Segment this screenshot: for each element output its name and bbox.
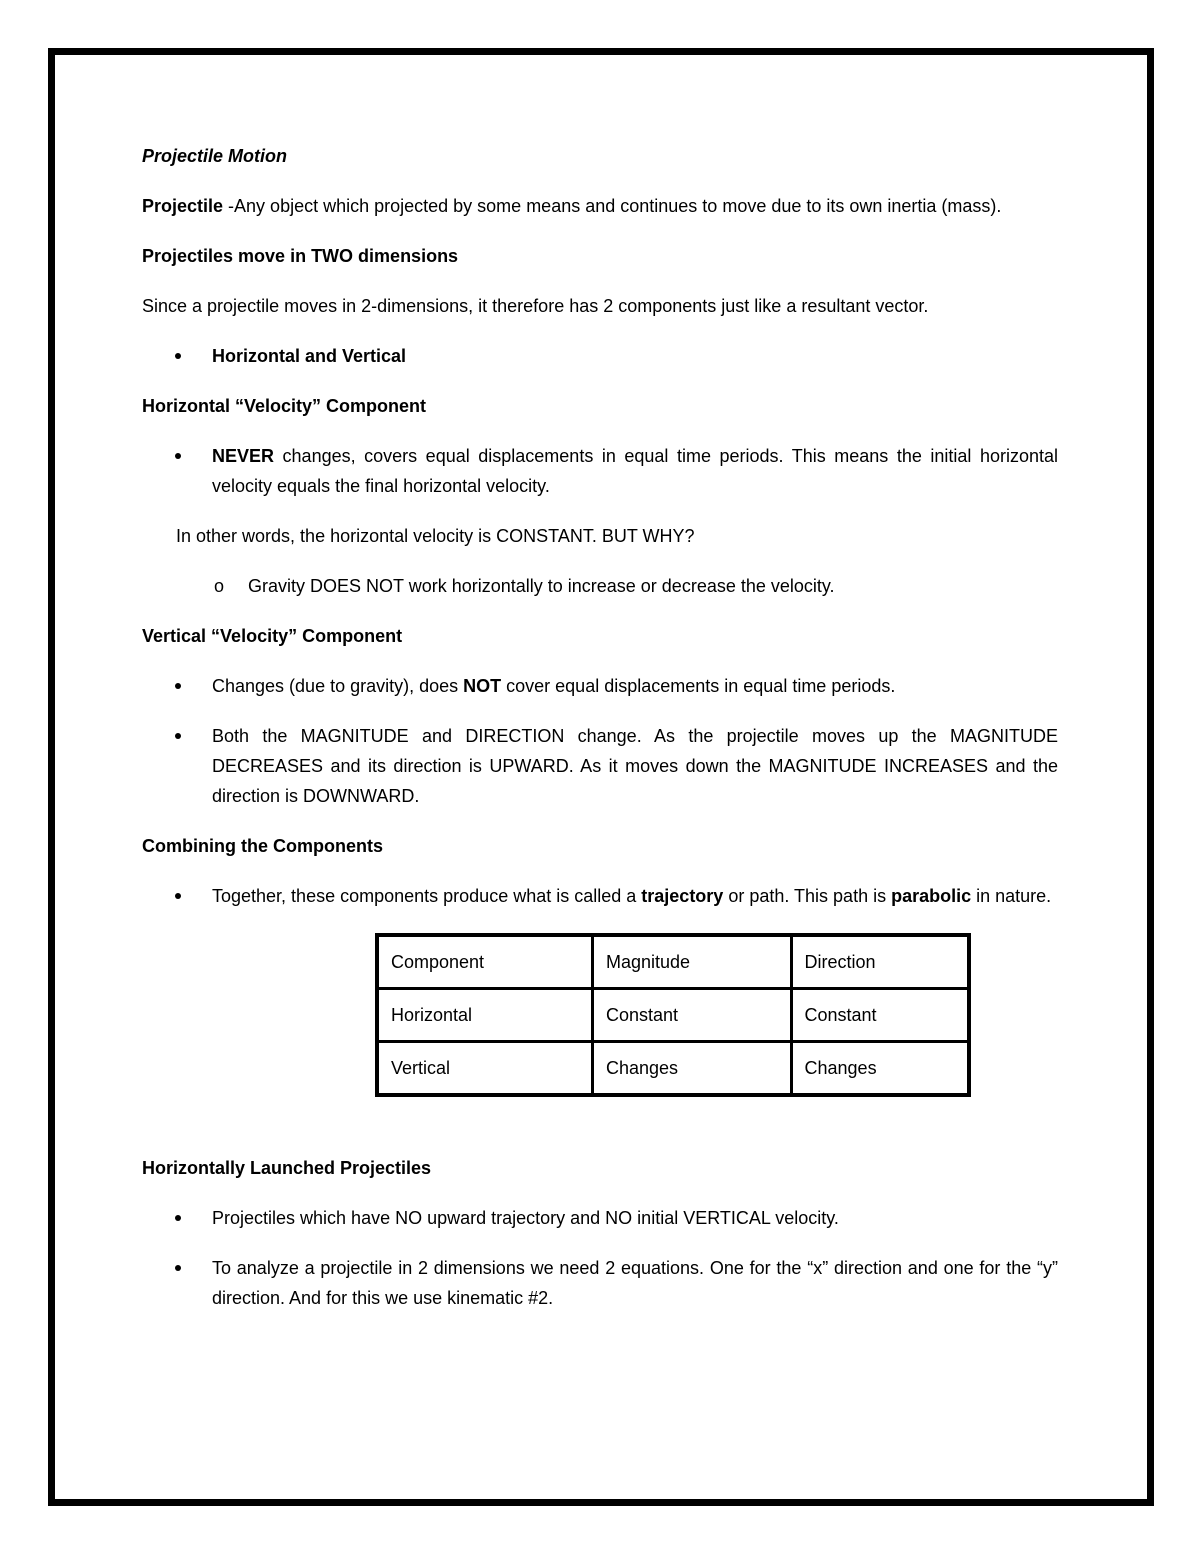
table-cell: Component <box>377 935 593 989</box>
heading-two-dimensions: Projectiles move in TWO dimensions <box>142 246 459 266</box>
table-cell: Vertical <box>377 1042 593 1096</box>
sub-bullet-gravity: o Gravity DOES NOT work horizontally to increase or decrease the velocity. <box>142 571 1058 601</box>
paragraph-since: Since a projectile moves in 2-dimensions, it therefore has 2 components just like a resultant vector. <box>142 296 929 316</box>
table-cell: Constant <box>593 989 792 1042</box>
bullet-magnitude-direction: Both the MAGNITUDE and DIRECTION change. As the projectile moves up the MAGNITUDE DECREASES and its direction is UPWARD. As it moves down the MAGNITUDE INCREASES and the direction is DOWNWARD. <box>142 721 1058 811</box>
heading-vertical-component: Vertical “Velocity” Component <box>142 626 403 646</box>
table-cell: Changes <box>593 1042 792 1096</box>
table-row <box>377 935 969 989</box>
heading-horizontal-component: Horizontal “Velocity” Component <box>142 396 427 416</box>
bullet-no-upward: Projectiles which have NO upward trajectory and NO initial VERTICAL velocity. <box>142 1203 1058 1233</box>
heading-horizontally-launched: Horizontally Launched Projectiles <box>142 1158 432 1178</box>
bullet-horizontal-vertical: Horizontal and Vertical <box>142 341 1058 371</box>
table-cell: Horizontal <box>377 989 593 1042</box>
bullet-changes-gravity: Changes (due to gravity), does NOT cover equal displacements in equal time periods. <box>142 671 1058 701</box>
bullet-never-changes: NEVER changes, covers equal displacements in equal time periods. This means the initial horizontal velocity equals the final horizontal velocity. <box>142 441 1058 501</box>
bullet-analyze: To analyze a projectile in 2 dimensions we need 2 equations. One for the “x” direction and one for the “y” direction. And for this we use kinematic #2. <box>142 1253 1058 1313</box>
page-title: Projectile Motion <box>142 146 288 166</box>
bullet-trajectory: Together, these components produce what is called a trajectory or path. This path is parabolic in nature. <box>142 881 1058 911</box>
table-cell: Direction <box>791 935 969 989</box>
heading-combining: Combining the Components <box>142 836 383 856</box>
document-body <box>142 141 1058 1333</box>
paragraph-other-words: In other words, the horizontal velocity is CONSTANT. BUT WHY? <box>176 526 695 546</box>
components-table <box>375 933 971 1097</box>
table-cell: Magnitude <box>593 935 792 989</box>
definition-term: Projectile <box>142 196 224 216</box>
definition-paragraph: Projectile -Any object which projected by some means and continues to move due to its own inertia (mass). <box>142 196 1002 216</box>
table-cell: Changes <box>791 1042 969 1096</box>
table-row <box>377 1042 969 1096</box>
sub-bullet-marker: o <box>214 576 225 596</box>
table-row <box>377 989 969 1042</box>
table-cell: Constant <box>791 989 969 1042</box>
